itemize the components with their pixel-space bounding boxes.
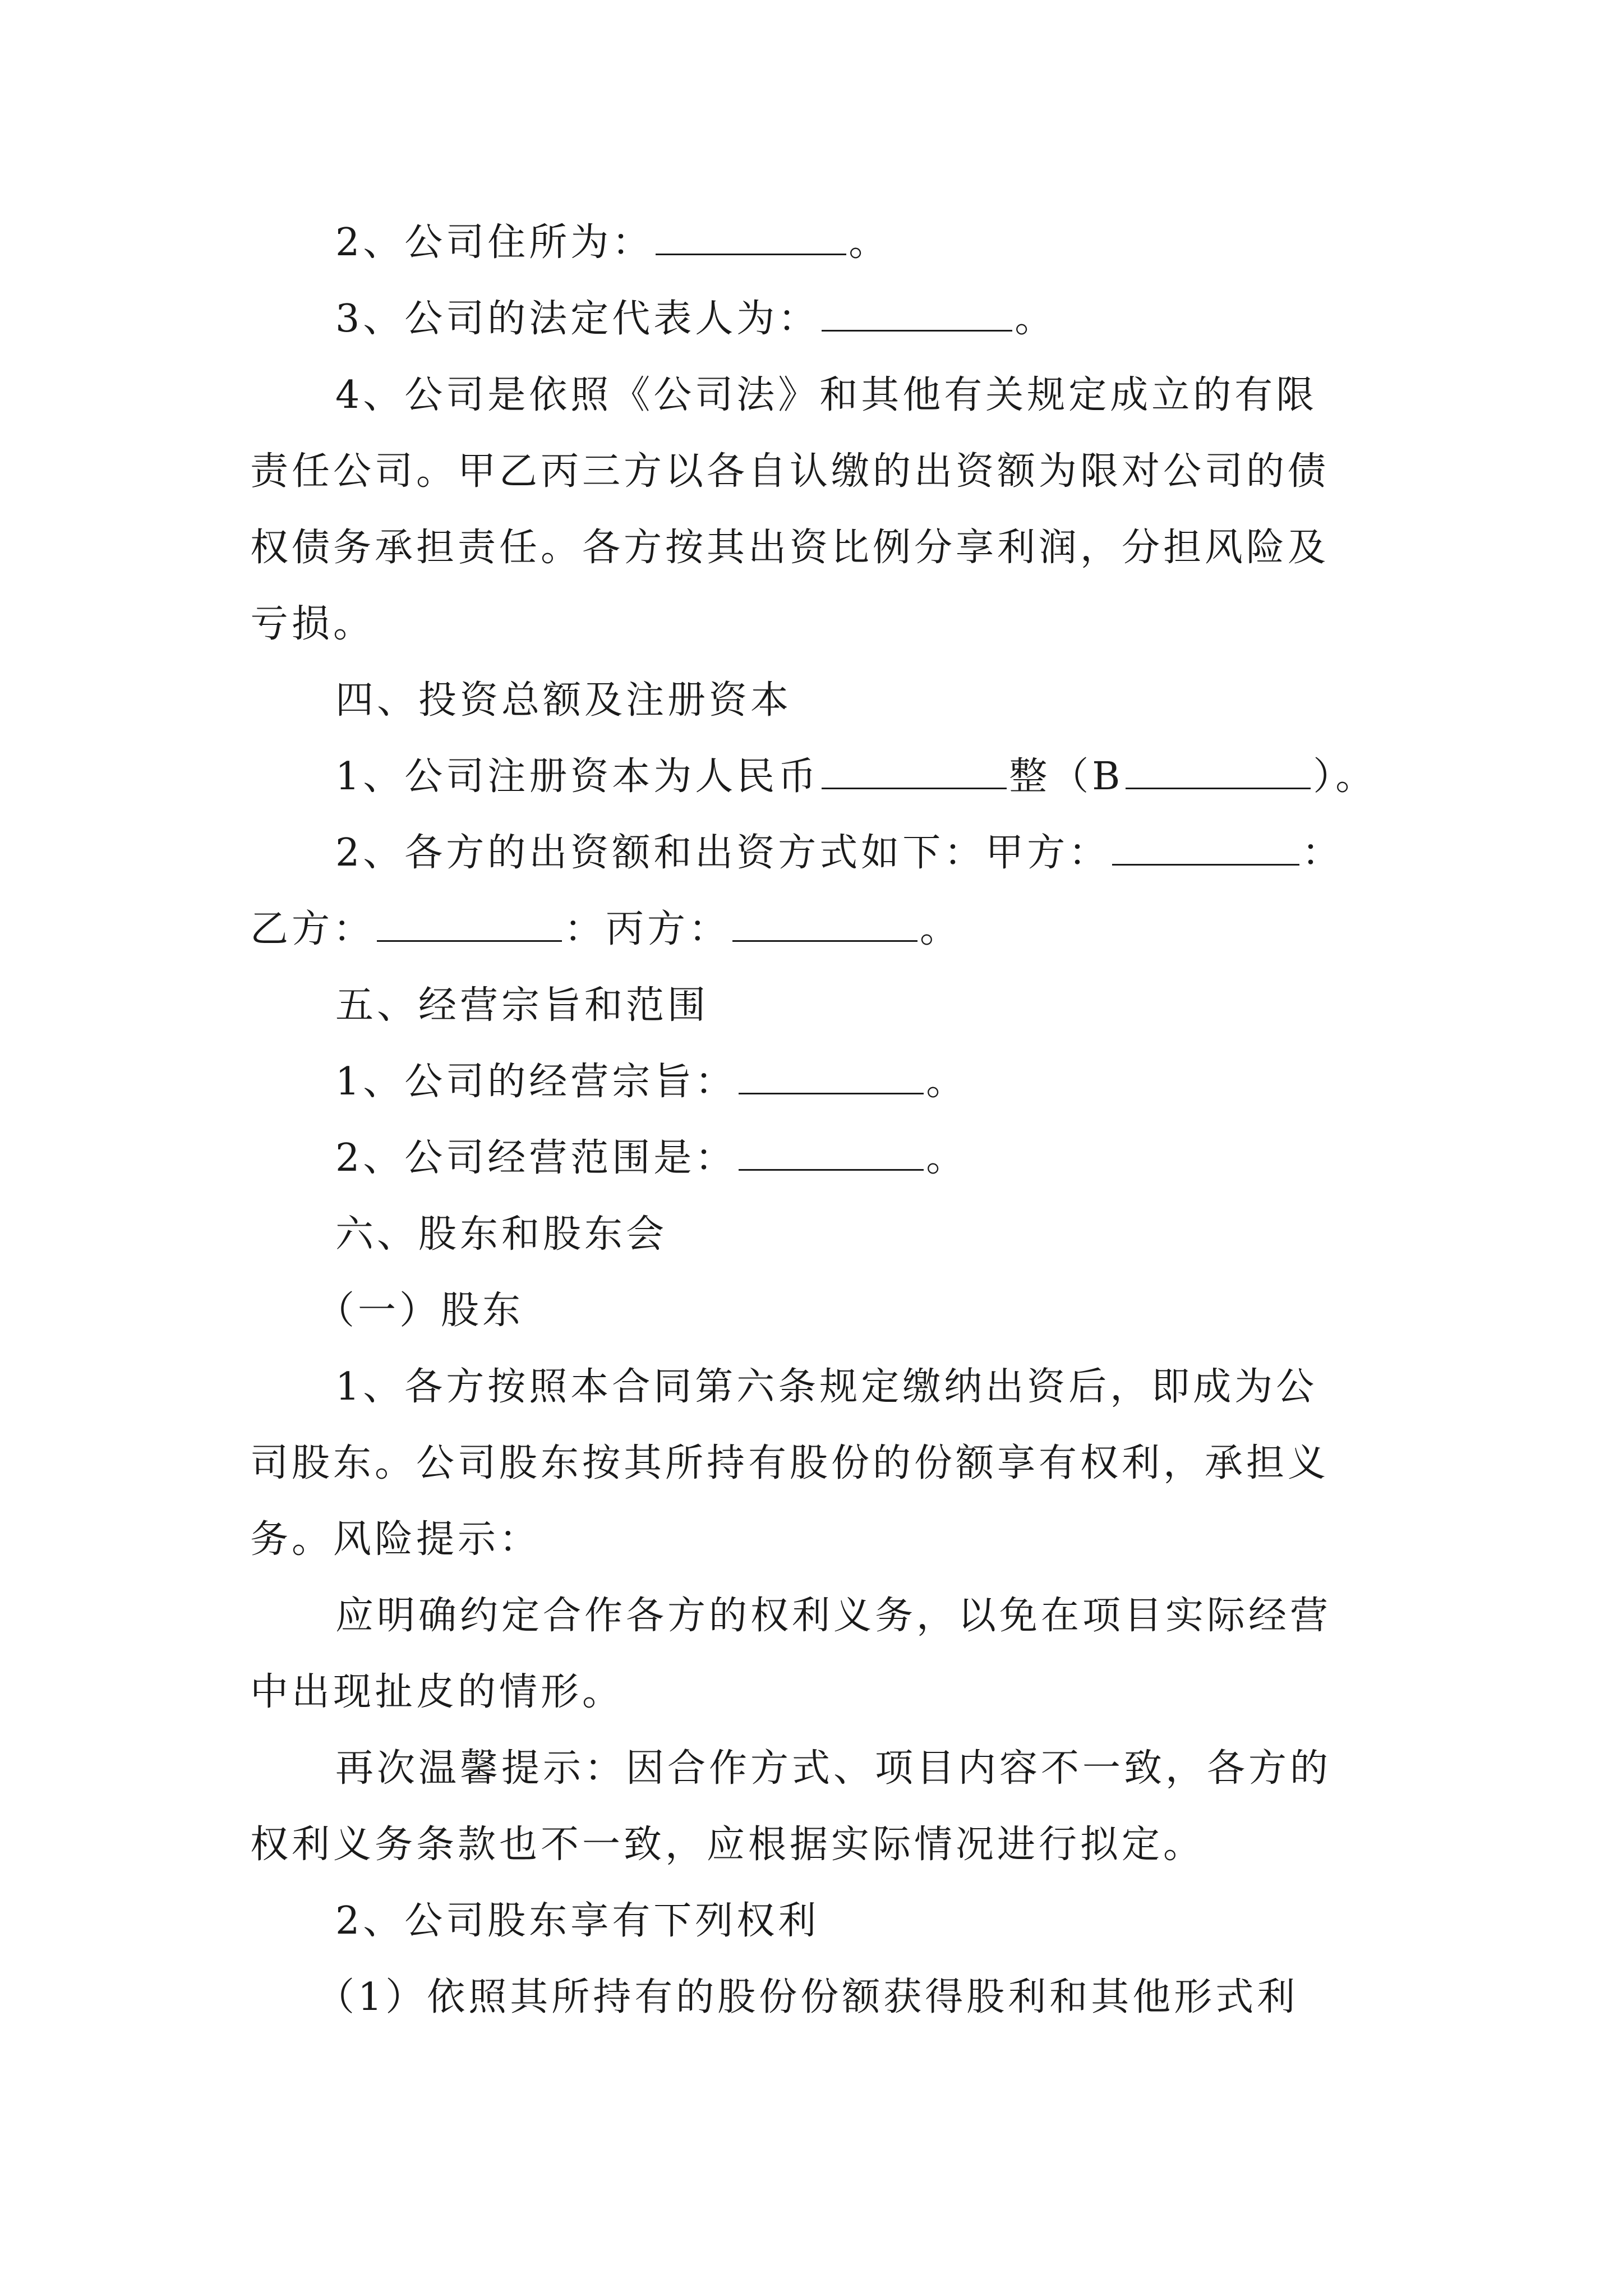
blank-field xyxy=(822,297,1012,332)
line-text: 1、公司注册资本为人民币 xyxy=(335,754,820,799)
line-text: 。 xyxy=(1015,297,1057,341)
line-text: 。 xyxy=(926,1136,968,1180)
blank-field xyxy=(1112,831,1299,866)
clause-contributions xyxy=(250,815,1383,891)
line-text: 乙方： xyxy=(250,907,375,951)
line-text: 2、各方的出资额和出资方式如下：甲方： xyxy=(335,831,1110,875)
blank-field xyxy=(377,908,562,942)
paragraph-line: 司股东。公司股东按其所持有股份的份额享有权利，承担义 xyxy=(250,1441,1330,1485)
line-text: 。 xyxy=(926,1060,968,1104)
clause-business-scope xyxy=(250,1120,1383,1197)
clause-legal-representative xyxy=(250,281,1383,357)
clause-company-address xyxy=(250,205,1383,281)
subsection-heading: （一）股东 xyxy=(316,1289,524,1333)
paragraph-line: 权债务承担责任。各方按其出资比例分享利润，分担风险及 xyxy=(250,526,1330,570)
paragraph-line: 1、各方按照本合同第六条规定缴纳出资后，即成为公 xyxy=(335,1365,1318,1409)
clause-contributions-cont xyxy=(250,891,1383,968)
line-text: 1、公司的经营宗旨： xyxy=(335,1060,737,1104)
line-text: 2、公司经营范围是： xyxy=(335,1136,737,1180)
line-text: 整（B xyxy=(1009,754,1124,799)
paragraph-line: 务。风险提示： xyxy=(250,1517,541,1562)
blank-field xyxy=(656,221,846,255)
section-heading: 四、投资总额及注册资本 xyxy=(335,678,792,723)
paragraph-line: 4、公司是依照《公司法》和其他有关规定成立的有限 xyxy=(335,373,1318,417)
paragraph-line: 责任公司。甲乙丙三方以各自认缴的出资额为限对公司的债 xyxy=(250,449,1330,494)
line-text: 3、公司的法定代表人为： xyxy=(335,297,820,341)
blank-field xyxy=(739,1137,924,1171)
paragraph-line: 再次温馨提示：因合作方式、项目内容不一致，各方的 xyxy=(335,1746,1332,1791)
line-text: ）。 xyxy=(1313,754,1377,799)
line-text: ：丙方： xyxy=(564,907,731,951)
blank-field xyxy=(1126,755,1311,789)
blank-field xyxy=(739,1060,924,1094)
section-heading: 六、股东和股东会 xyxy=(335,1212,668,1257)
clause-business-purpose xyxy=(250,1044,1383,1120)
paragraph-line: 权利义务条款也不一致，应根据实际情况进行拟定。 xyxy=(250,1823,1205,1867)
paragraph-line: 亏损。 xyxy=(250,602,375,646)
clause-registered-capital xyxy=(250,739,1383,815)
section-heading: 五、经营宗旨和范围 xyxy=(335,983,709,1028)
paragraph-line: （1）依照其所持有的股份份额获得股利和其他形式利 xyxy=(316,1975,1299,2019)
line-text: ： xyxy=(1302,831,1344,875)
document-body xyxy=(250,205,1383,2036)
line-text: 。 xyxy=(920,907,962,951)
paragraph-line: 应明确约定合作各方的权利义务，以免在项目实际经营 xyxy=(335,1594,1332,1638)
line-text: 2、公司住所为： xyxy=(335,220,654,265)
paragraph-line: 2、公司股东享有下列权利 xyxy=(335,1899,820,1943)
blank-field xyxy=(822,755,1007,789)
line-text: 。 xyxy=(849,220,891,265)
blank-field xyxy=(732,908,917,942)
paragraph-line: 中出现扯皮的情形。 xyxy=(250,1670,624,1714)
